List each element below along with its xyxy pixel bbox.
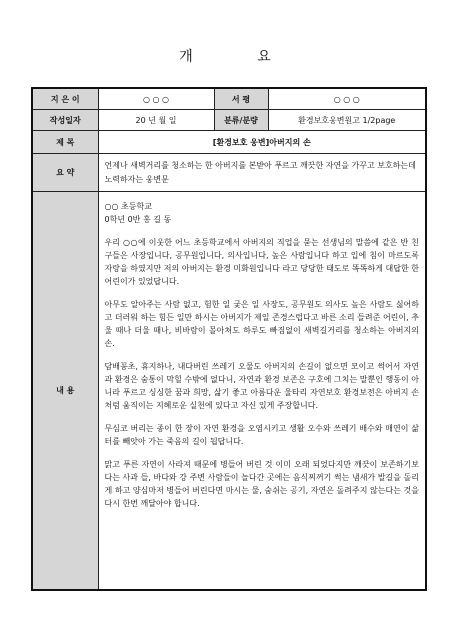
paragraph: 아무도 알아주는 사람 없고, 험한 일 궂은 일 사장도, 공무원도 의사도 높은 사람도 싫어하고 더러워 하는 힘든 일만 하시는 아버지가 제일 존경스럽다고 바른 소리 들려준 어린이, 추울 때나 더울 때나, 비바람이 몰아쳐도 하루도 빠짐없이 새벽길거리를 청소하는 아버지의 손. [104, 300, 419, 348]
overview-form [31, 87, 427, 591]
paragraph: 맑고 푸른 자연이 사라져 때문에 병들어 버린 것 이미 오래 되었다지만 깨끗이 보존하기보다는 사과 들, 바다와 강 주변 사람들이 놀다간 곳에는 음식찌꺼기 썩는 냄새가 발길을 돌리게 하고 양심마저 병들어 버린다면 마시는 물, 숨쉬는 공기, 자연은 돌려주지 않는다는 것을 다시 한번 깨달아야 합니다. [104, 460, 419, 508]
author-value: ○ ○ ○ [98, 88, 214, 110]
date-value: 20 년 월 일 [98, 110, 214, 131]
school-name: ○○ 초등학교 [104, 202, 152, 211]
paragraph: 우리 ○○에 이웃한 어느 초등학교에서 아버지의 직업을 묻는 선생님의 말씀에 같은 반 친구들은 사장입니다, 공무원입니다, 의사입니다, 높은 사람입니다 하고 입에 침이 마르도록 자랑을 하였지만 저의 아버지는 환경 미화원입니다 라고 당당한 태도로 똑똑하게 대답한 한 어린이가 있었답니다. [104, 238, 419, 286]
subject-value: [환경보호 웅변]아버지의 손 [98, 131, 426, 154]
content-label: 내 용 [32, 192, 98, 591]
summary-value: 언제나 새벽거리를 청소하는 한 아버지를 본받아 푸르고 깨끗한 자연을 가꾸고 보호하는데 노력하자는 웅변문 [98, 154, 426, 192]
paragraph: 무심코 버리는 종이 한 장이 자연 환경을 오염시키고 생활 오수와 쓰레기 배수와 매연이 삶터를 빼앗아 가는 죽음의 길이 됩답니다. [104, 424, 419, 446]
page-title: 개 요 [179, 49, 301, 65]
author-label: 지 은 이 [32, 88, 98, 110]
content-body [98, 192, 426, 591]
category-value: 환경보호웅변원고 1/2page [268, 110, 426, 131]
category-label: 분류/분량 [214, 110, 268, 131]
subject-label: 제 목 [32, 131, 98, 154]
paragraph: 담배꽁초, 휴지하나, 내다버린 쓰레기 오물도 아버지의 손길이 없으면 모이고 썩어서 자연과 환경은 숨통이 막힐 수밖에 없다니, 자연과 환경 보존은 구호에 그치는 말뿐인 행동이 아니라 푸르고 싱싱한 꿈과 희망, 삶기 좋고 아름다운 울타리 자연보호 환경보전은 아버지 손처럼 움직이는 지혜로운 실천에 있다고 자신 있게 주장합니다. [104, 362, 419, 410]
student-name: 0학년 0반 홍 길 동 [104, 215, 172, 224]
date-label: 작성일자 [32, 110, 98, 131]
summary-label: 요 약 [32, 154, 98, 192]
review-label: 서 평 [214, 88, 268, 110]
review-value: ○ ○ ○ [268, 88, 426, 110]
